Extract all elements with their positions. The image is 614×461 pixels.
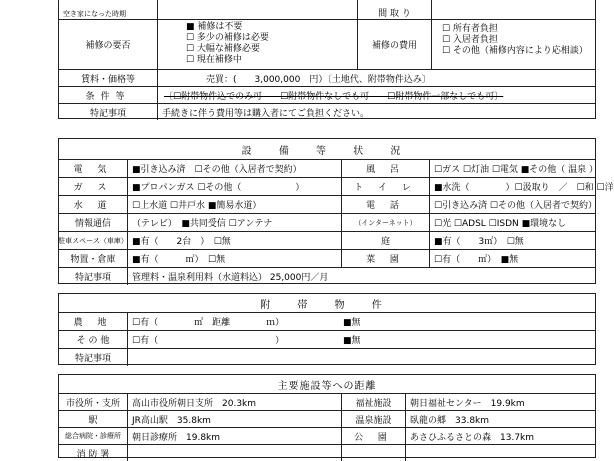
facility-row	[59, 159, 599, 177]
distance-value	[405, 445, 595, 461]
repair-option-1[interactable]: ■ 補修は不要	[186, 22, 243, 32]
facility-row	[59, 249, 595, 267]
repair-row	[59, 19, 595, 69]
attached-none[interactable]: ■無	[343, 336, 361, 346]
distance-value: JR高山駅 35.8km	[127, 411, 341, 427]
facility-row	[59, 213, 595, 231]
layout-value	[431, 0, 595, 19]
distance-label	[341, 445, 405, 461]
distance-value: あさひふるさとの森 13.7km	[405, 428, 595, 444]
repair-label: 補修の要否	[85, 41, 131, 51]
facility-label: 物置・倉庫	[70, 255, 116, 265]
attached-none[interactable]: ■無	[343, 318, 361, 328]
distance-label: 福祉施設	[341, 394, 405, 410]
repair-cost-label: 補修の費用	[357, 20, 431, 69]
facility-value: ■有（ 2台 ） ☐無	[127, 232, 341, 249]
distance-value: 朝日診療所 19.8km	[127, 428, 341, 444]
facility-value: ☐ガス ☐灯油 ☐電気 ■その他（ 温泉 ）	[429, 160, 595, 177]
distance-row	[59, 444, 595, 461]
facilities-title: 設 備 等 状 況	[241, 145, 413, 157]
facility-value: ☐上水道 ☐井戸水 ■簡易水道）	[127, 196, 341, 213]
repair-options	[157, 20, 357, 69]
attached-label: そ の 他	[76, 336, 110, 346]
distance-label: 駅	[88, 415, 98, 426]
attached-title: 附 帯 物 件	[260, 299, 394, 311]
distance-value: 朝日福祉センター 19.9km	[405, 394, 595, 410]
facility-label: （インターネット）	[341, 214, 429, 231]
vacancy-label: 空き家になった時期	[63, 10, 126, 18]
facilities-notes-value: 管理料・温泉利用料（水道料込） 25,000円／月	[127, 268, 595, 285]
distances-header	[59, 375, 595, 393]
notes-value: 手続きに伴う費用等は購入者にてご負担ください。	[157, 104, 595, 120]
top-section	[58, 0, 596, 119]
facility-value: ☐有（ ㎡） ■無	[429, 250, 595, 267]
facility-value: ■有（ 3㎡） ☐無	[429, 232, 595, 249]
attached-header	[59, 294, 595, 312]
repair-cost-option-3[interactable]: ☐ その他（補修内容により応相談）	[442, 46, 588, 56]
distance-row	[59, 393, 595, 410]
conditions-row	[59, 86, 595, 103]
distance-value: 高山市役所朝日支所 20.3km	[127, 394, 341, 410]
layout-label: 間 取 り	[357, 0, 431, 19]
distance-row	[59, 410, 595, 427]
price-label: 賃料・価格等	[80, 74, 135, 85]
repair-cost-option-2[interactable]: ☐ 入居者負担	[442, 35, 498, 45]
notes-label: 特記事項	[89, 108, 126, 119]
price-row	[59, 69, 595, 86]
vacancy-row	[59, 0, 595, 19]
distances-title: 主要施設等への距離	[277, 380, 377, 392]
facility-value: ■プロパンガス ☐その他（ ）	[127, 178, 341, 195]
facility-label: 菜 園	[341, 250, 429, 267]
distance-label: 総合病院・診療所	[65, 432, 121, 440]
repair-option-4[interactable]: ☐ 現在補修中	[186, 55, 242, 65]
distance-value	[127, 445, 341, 461]
facility-value: ☐光 ☐ADSL ☐ISDN ■環境なし	[429, 214, 595, 231]
facility-label: ガ ス	[73, 183, 113, 193]
facility-row	[59, 177, 614, 195]
facility-value: ■水洗（ ）☐汲取り ／ ☐和 ☐洋	[429, 178, 595, 195]
distance-label: 温泉施設	[341, 411, 405, 427]
distance-label: 公 園	[341, 428, 405, 444]
repair-option-2[interactable]: ☐ 多少の補修は必要	[186, 33, 269, 43]
attached-row	[59, 330, 595, 348]
facilities-notes-label: 特記事項	[74, 273, 111, 283]
price-value: 売買：( 3,000,000 円）〔土地代、附帯物件込み〕	[157, 70, 595, 86]
attached-notes-row	[59, 348, 595, 366]
facility-row	[59, 195, 595, 213]
attached-section	[58, 293, 596, 365]
distance-row	[59, 427, 595, 444]
attached-notes-label: 特記事項	[74, 354, 111, 364]
facilities-header	[59, 139, 595, 159]
facility-label: 庭	[341, 232, 429, 249]
distance-value: 臥龍の郷 33.8km	[405, 411, 595, 427]
facility-label: ト イ レ	[341, 178, 429, 195]
facility-label: 水 道	[73, 201, 113, 211]
distance-label: 消 防 署	[76, 449, 110, 460]
repair-option-3[interactable]: ☐ 大幅な補修必要	[186, 44, 260, 54]
facility-label: 電 気	[73, 165, 113, 175]
repair-cost-option-1[interactable]: ☐ 所有者負担	[442, 24, 498, 34]
vacancy-value	[157, 0, 357, 19]
facilities-notes-row	[59, 267, 595, 285]
conditions-value: 〔☐附帯物件込でのみ可 ☐附帯物件なしでも可 ☐附帯物件一部なしでも可〕	[157, 87, 595, 103]
attached-row	[59, 312, 595, 330]
facility-label: 風 呂	[341, 160, 429, 177]
attached-notes-value	[127, 349, 595, 366]
facility-label: 情報通信	[74, 219, 111, 229]
distances-section	[58, 374, 596, 458]
attached-value: ☐有（ ㎡ 距離 ｍ）	[127, 313, 341, 330]
conditions-label: 条件等	[85, 91, 131, 102]
facility-label: 電 話	[341, 196, 429, 213]
attached-value: ☐有（ ）	[127, 331, 341, 348]
attached-label: 農 地	[73, 318, 113, 328]
facility-value: ☐引き込み済 ☐その他（入居者で契約）	[429, 196, 595, 213]
facility-value: （テレビ） ■共同受信 ☐アンテナ	[127, 214, 341, 231]
distance-label: 市役所・支所	[65, 398, 120, 409]
facility-row	[59, 231, 595, 249]
facilities-section	[58, 138, 614, 284]
facility-value: ■有（ ㎡） ☐無	[127, 250, 341, 267]
facility-label: 駐車スペース（車庫）	[58, 236, 128, 245]
notes-row	[59, 103, 595, 120]
facility-value: ■引き込み済 ☐その他（入居者で契約）	[127, 160, 341, 177]
repair-cost-options	[431, 20, 595, 69]
